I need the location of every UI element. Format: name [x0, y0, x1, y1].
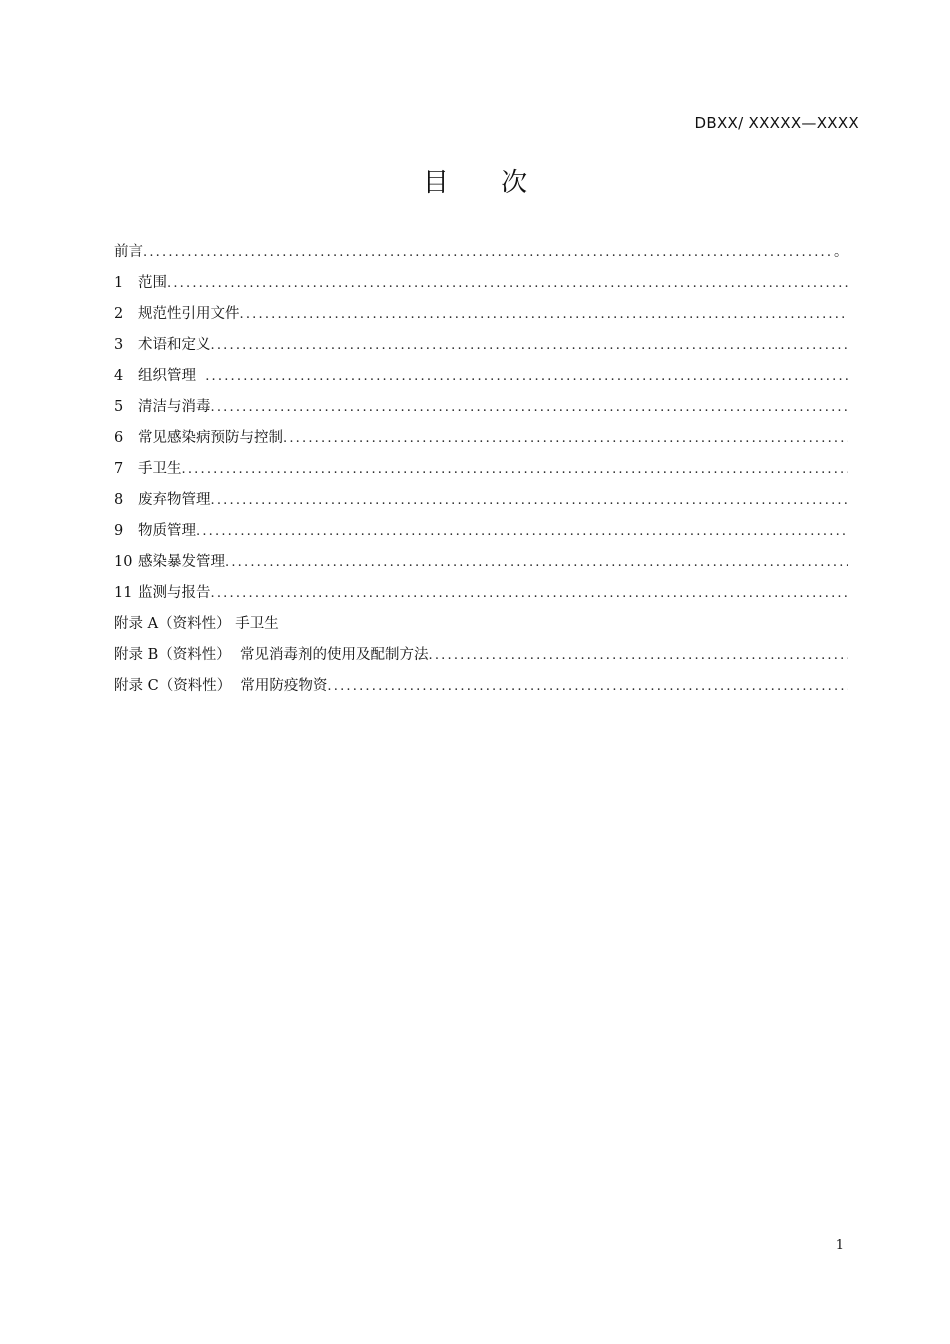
- toc-dot-leader: [211, 493, 849, 508]
- toc-entry[interactable]: [114, 271, 848, 302]
- toc-entry-title: 规范性引用文件: [138, 306, 240, 322]
- toc-entry[interactable]: [114, 488, 848, 519]
- toc-entry-title: 附录 A（资料性） 手卫生: [114, 616, 279, 632]
- toc-dot-leader: [428, 648, 848, 663]
- toc-entry-title: 术语和定义: [138, 337, 211, 353]
- toc-entry-title: 废弃物管理: [138, 492, 211, 508]
- toc-dot-leader: [167, 276, 848, 291]
- toc-entry-title: 手卫生: [138, 461, 182, 477]
- toc-entry-number: 2: [114, 306, 124, 322]
- toc-entry[interactable]: [114, 364, 848, 395]
- page-title: 目 次: [422, 168, 550, 198]
- toc-entry-title: 常见感染病预防与控制: [138, 430, 283, 446]
- toc-entry[interactable]: [114, 302, 848, 333]
- toc-entry-title: 物质管理: [138, 523, 196, 539]
- toc-entry-number: 9: [114, 523, 124, 539]
- toc-entry[interactable]: [114, 457, 848, 488]
- toc-entry-number: 4: [114, 368, 124, 384]
- toc-dot-leader: [196, 524, 848, 539]
- toc-entry-number: 7: [114, 461, 124, 477]
- toc-entry[interactable]: [114, 612, 848, 643]
- toc-entry[interactable]: [114, 395, 848, 426]
- toc-entry[interactable]: [114, 550, 848, 581]
- toc-dot-leader: [283, 431, 848, 446]
- toc-dot-leader: [182, 462, 849, 477]
- toc-entry-number: 5: [114, 399, 124, 415]
- toc-entry[interactable]: [114, 643, 848, 674]
- page-number: 1: [835, 1238, 844, 1253]
- toc-entry[interactable]: [114, 674, 848, 705]
- toc-dot-leader: [211, 586, 849, 601]
- toc-entry-number: 11: [114, 585, 133, 601]
- standard-code: DBXX/ XXXXX—XXXX: [694, 114, 859, 132]
- toc-entry-number: 6: [114, 430, 124, 446]
- toc-dot-leader: [211, 338, 849, 353]
- toc-entry-page: 。: [834, 244, 848, 260]
- toc-entry-title: 清洁与消毒: [138, 399, 211, 415]
- toc-entry-title: 组织管理: [138, 368, 206, 384]
- toc-entry-number: 3: [114, 337, 124, 353]
- toc-entry-title: 前言: [114, 244, 143, 260]
- toc-dot-leader: [211, 400, 849, 415]
- toc-entry-title: 附录 C（资料性） 常用防疫物资: [114, 678, 328, 694]
- toc-entry[interactable]: [114, 240, 848, 271]
- toc-dot-leader: [205, 369, 848, 384]
- toc-entry[interactable]: [114, 333, 848, 364]
- toc-entry-title: 感染暴发管理: [138, 554, 225, 570]
- toc-entry-title: 监测与报告: [138, 585, 211, 601]
- toc-entry-number: 8: [114, 492, 124, 508]
- toc-entry-number: 1: [114, 275, 124, 291]
- toc-dot-leader: [240, 307, 849, 322]
- toc-dot-leader: [225, 555, 848, 570]
- toc-dot-leader: [143, 245, 832, 260]
- toc-entry[interactable]: [114, 581, 848, 612]
- toc-entry-title: 附录 B（资料性） 常见消毒剂的使用及配制方法: [114, 647, 429, 663]
- toc-entry-title: 范围: [138, 275, 167, 291]
- toc-entry[interactable]: [114, 519, 848, 550]
- toc-entry-number: 10: [114, 554, 133, 570]
- toc-entry[interactable]: [114, 426, 848, 457]
- table-of-contents: [114, 240, 848, 705]
- toc-dot-leader: [327, 679, 848, 694]
